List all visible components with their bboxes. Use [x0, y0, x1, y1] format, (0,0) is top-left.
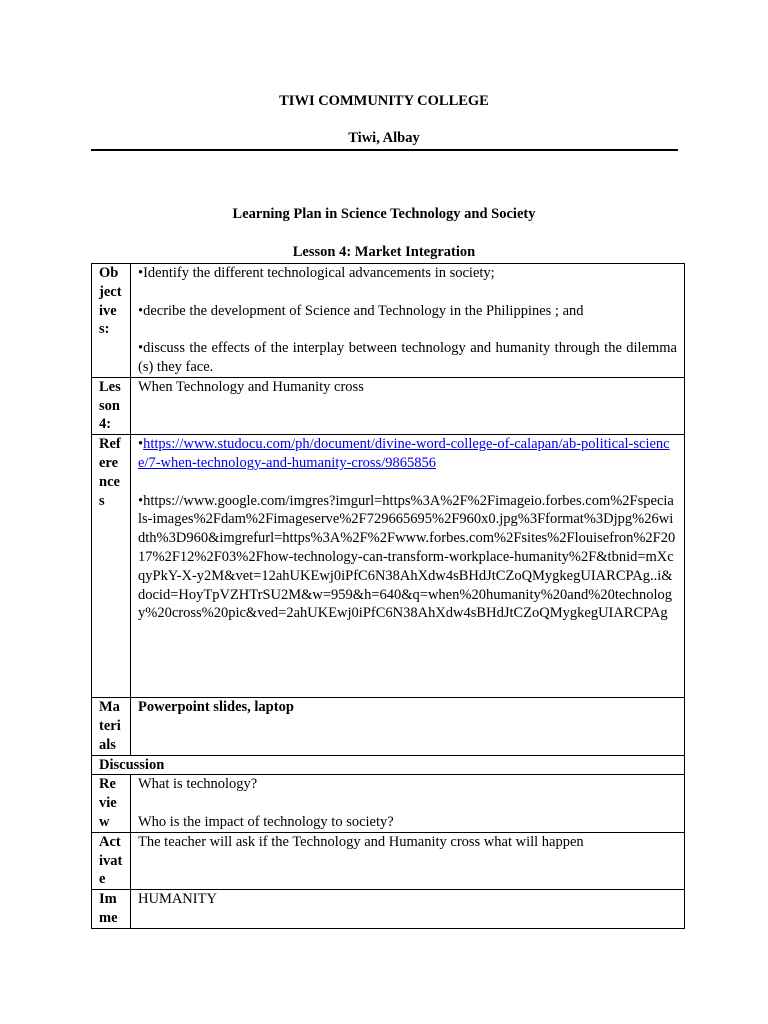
immerse-label: Imme — [92, 890, 131, 929]
discussion-heading: Discussion — [92, 755, 685, 775]
lesson-row — [92, 377, 685, 434]
review-label: Review — [92, 775, 131, 832]
objective-item: •discuss the effects of the interplay between technology and humanity through the dilemma (s) they face. — [138, 340, 677, 375]
activate-label: Activate — [92, 832, 131, 889]
references-label: References — [92, 435, 131, 698]
lesson-text: When Technology and Humanity cross — [131, 377, 685, 434]
references-content — [131, 435, 685, 698]
reference-bullet: • — [138, 436, 144, 453]
college-address: Tiwi, Albay — [348, 130, 420, 146]
materials-label: Materials — [92, 698, 131, 755]
references-row — [92, 435, 685, 698]
discussion-row — [92, 755, 685, 775]
learning-plan-table — [91, 263, 685, 929]
materials-text: Powerpoint slides, laptop — [131, 698, 685, 755]
review-question: What is technology? — [138, 776, 258, 793]
objectives-label: Objectives: — [92, 264, 131, 378]
reference-item-google: •https://www.google.com/imgres?imgurl=https%3A%2F%2Fimageio.forbes.com%2Fspecials-images%2Fdam%2Fimageserve%2F729665695%2F960x0.jpg%3Fformat%3Djpg%26width%3D960&imgrefurl=https%3A%2F%2Fwww.forbes.com%2Fsites%2Flouisefron%2F2017%2F12%2F03%2Fhow-technology-can-transform-workplace-humanity%2F&tbnid=mXcqyPkY-X-y2M&vet=12ahUKEwj0iPfC6N38AhXdw4sBHdJtCZoQMygkegUIARCPAg..i&docid=HoyTpVZHTrSU2M&w=959&h=640&q=when%20humanity%20and%20technology%20cross%20pic&ved=2ahUKEwj0iPfC6N38AhXdw4sBHdJtCZoQMygkegUIARCPAg — [138, 492, 676, 622]
immerse-text: HUMANITY — [131, 890, 685, 929]
review-content — [131, 775, 685, 832]
objective-item: •decribe the development of Science and Technology in the Philippines ; and — [138, 302, 584, 319]
objectives-row — [92, 264, 685, 378]
lesson-title: Lesson 4: Market Integration — [292, 244, 476, 260]
immerse-row — [92, 890, 685, 929]
plan-title: Learning Plan in Science Technology and Society — [232, 206, 536, 222]
objectives-content — [131, 264, 685, 378]
reference-item — [138, 435, 677, 473]
review-question: Who is the impact of technology to society? — [138, 813, 394, 830]
college-name: TIWI COMMUNITY COLLEGE — [279, 93, 489, 109]
header-divider — [91, 149, 678, 151]
reference-link-studocu[interactable]: https://www.studocu.com/ph/document/divine-word-college-of-calapan/ab-political-science/7-when-technology-and-humanity-cross/9865856 — [138, 436, 670, 471]
activate-text: The teacher will ask if the Technology and Humanity cross what will happen — [131, 832, 685, 889]
materials-row — [92, 698, 685, 755]
objective-item: •Identify the different technological advancements in society; — [138, 265, 495, 281]
lesson-label: Lesson 4: — [92, 377, 131, 434]
review-row — [92, 775, 685, 832]
activate-row — [92, 832, 685, 889]
